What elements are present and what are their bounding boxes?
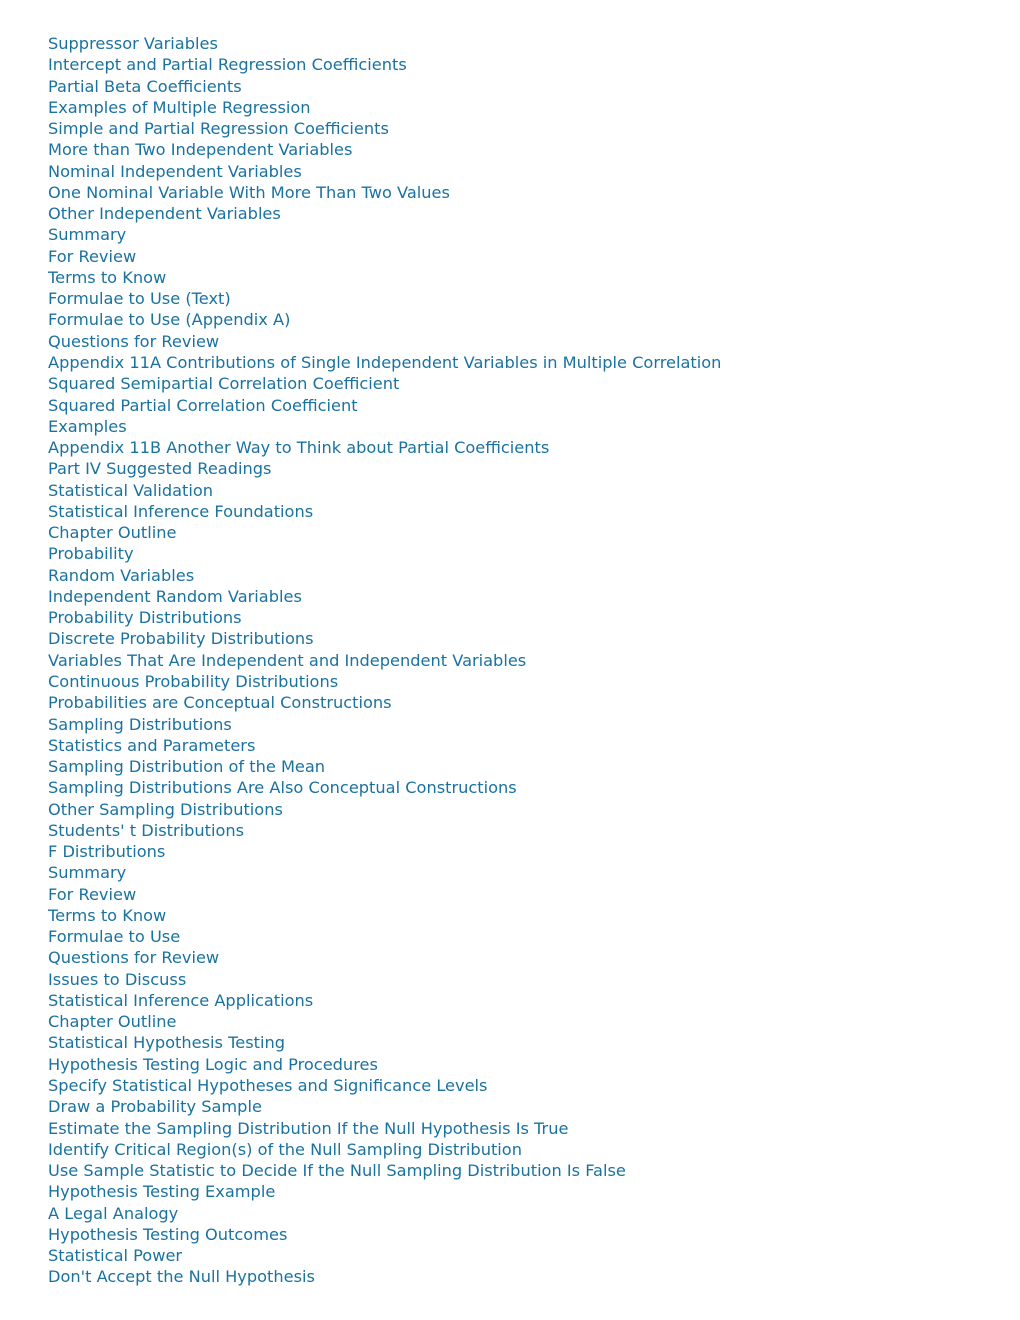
toc-link[interactable]: For Review: [48, 884, 137, 904]
toc-link[interactable]: Probability: [48, 544, 134, 564]
toc-entry: [48, 437, 721, 458]
toc-link[interactable]: Sampling Distribution of the Mean: [48, 757, 326, 777]
toc-link[interactable]: Hypothesis Testing Example: [48, 1182, 276, 1202]
toc-link[interactable]: A Legal Analogy: [48, 1203, 179, 1223]
toc-entry: [48, 161, 721, 182]
toc-link[interactable]: Questions for Review: [48, 331, 220, 351]
toc-entry: [48, 97, 721, 118]
toc-link[interactable]: Squared Partial Correlation Coefficient: [48, 395, 358, 415]
toc-link[interactable]: Sampling Distributions: [48, 714, 232, 734]
toc-link[interactable]: Statistical Hypothesis Testing: [48, 1033, 286, 1053]
toc-entry: [48, 1075, 721, 1096]
toc-link[interactable]: Other Sampling Distributions: [48, 799, 283, 819]
toc-link[interactable]: Use Sample Statistic to Decide If the Null Sampling Distribution Is False: [48, 1161, 626, 1181]
toc-entry: [48, 480, 721, 501]
toc-link[interactable]: Examples of Multiple Regression: [48, 97, 311, 117]
toc-link[interactable]: For Review: [48, 246, 137, 266]
toc-entry: [48, 692, 721, 713]
toc-link[interactable]: Identify Critical Region(s) of the Null Sampling Distribution: [48, 1139, 522, 1159]
toc-entry: [48, 1203, 721, 1224]
toc-link[interactable]: Appendix 11A Contributions of Single Independent Variables in Multiple Correlation: [48, 352, 722, 372]
toc-entry: [48, 224, 721, 245]
toc-entry: [48, 650, 721, 671]
toc-link[interactable]: Don't Accept the Null Hypothesis: [48, 1267, 315, 1287]
toc-entry: [48, 203, 721, 224]
toc-link[interactable]: Issues to Discuss: [48, 969, 187, 989]
toc-entry: [48, 1118, 721, 1139]
toc-link[interactable]: Students' t Distributions: [48, 820, 245, 840]
toc-entry: [48, 714, 721, 735]
toc-link[interactable]: Continuous Probability Distributions: [48, 671, 339, 691]
toc-entry: [48, 820, 721, 841]
toc-link[interactable]: Probability Distributions: [48, 608, 242, 628]
toc-entry: [48, 756, 721, 777]
toc-link[interactable]: Statistics and Parameters: [48, 735, 256, 755]
toc-entry: [48, 352, 721, 373]
toc-entry: [48, 671, 721, 692]
toc-link[interactable]: Partial Beta Coefficients: [48, 76, 242, 96]
toc-entry: [48, 288, 721, 309]
toc-entry: [48, 1096, 721, 1117]
toc-entry: [48, 565, 721, 586]
toc-entry: [48, 522, 721, 543]
toc-link[interactable]: Appendix 11B Another Way to Think about Partial Coefficients: [48, 438, 550, 458]
toc-entry: [48, 735, 721, 756]
toc-link[interactable]: Statistical Validation: [48, 480, 214, 500]
toc-entry: [48, 139, 721, 160]
toc-entry: [48, 926, 721, 947]
toc-link[interactable]: F Distributions: [48, 842, 166, 862]
toc-entry: [48, 1245, 721, 1266]
toc-entry: [48, 395, 721, 416]
toc-link[interactable]: Statistical Inference Foundations: [48, 501, 314, 521]
toc-link[interactable]: Random Variables: [48, 565, 195, 585]
toc-entry: [48, 1160, 721, 1181]
toc-entry: [48, 1011, 721, 1032]
toc-entry: [48, 246, 721, 267]
toc-entry: [48, 947, 721, 968]
toc-link[interactable]: Part IV Suggested Readings: [48, 459, 272, 479]
toc-entry: [48, 799, 721, 820]
toc-entry: [48, 33, 721, 54]
toc-entry: [48, 416, 721, 437]
toc-entry: [48, 373, 721, 394]
toc-entry: [48, 267, 721, 288]
toc-entry: [48, 309, 721, 330]
toc-link[interactable]: Terms to Know: [48, 267, 167, 287]
toc-entry: [48, 905, 721, 926]
toc-link[interactable]: Discrete Probability Distributions: [48, 629, 314, 649]
toc-link[interactable]: Probabilities are Conceptual Constructions: [48, 693, 392, 713]
toc-entry: [48, 1139, 721, 1160]
toc-link[interactable]: Chapter Outline: [48, 1012, 177, 1032]
toc-link[interactable]: Examples: [48, 416, 127, 436]
toc-entry: [48, 628, 721, 649]
toc-link[interactable]: Sampling Distributions Are Also Conceptual Constructions: [48, 778, 517, 798]
toc-entry: [48, 777, 721, 798]
toc-link[interactable]: Hypothesis Testing Outcomes: [48, 1224, 288, 1244]
toc-entry: [48, 76, 721, 97]
toc-link[interactable]: Terms to Know: [48, 905, 167, 925]
toc-link[interactable]: Suppressor Variables: [48, 34, 218, 53]
toc-link[interactable]: Simple and Partial Regression Coefficients: [48, 119, 389, 139]
toc-link[interactable]: Chapter Outline: [48, 523, 177, 543]
toc-entry: [48, 331, 721, 352]
toc-entry: [48, 862, 721, 883]
toc-link[interactable]: More than Two Independent Variables: [48, 140, 353, 160]
toc-link[interactable]: Statistical Inference Applications: [48, 990, 314, 1010]
toc-link[interactable]: Hypothesis Testing Logic and Procedures: [48, 1054, 378, 1074]
toc-entry: [48, 458, 721, 479]
toc-entry: [48, 1224, 721, 1245]
toc-entry: [48, 607, 721, 628]
toc-link[interactable]: Intercept and Partial Regression Coefficients: [48, 55, 407, 75]
toc-entry: [48, 841, 721, 862]
toc-link[interactable]: Other Independent Variables: [48, 204, 281, 224]
toc-link[interactable]: Estimate the Sampling Distribution If the Null Hypothesis Is True: [48, 1118, 569, 1138]
table-of-contents: [48, 33, 721, 1288]
toc-link[interactable]: Nominal Independent Variables: [48, 161, 302, 181]
toc-entry: [48, 118, 721, 139]
toc-link[interactable]: Draw a Probability Sample: [48, 1097, 262, 1117]
toc-link[interactable]: Summary: [48, 863, 127, 883]
toc-link[interactable]: Specify Statistical Hypotheses and Significance Levels: [48, 1076, 488, 1096]
toc-entry: [48, 1266, 721, 1287]
toc-entry: [48, 884, 721, 905]
toc-link[interactable]: Formulae to Use (Text): [48, 289, 231, 309]
toc-entry: [48, 969, 721, 990]
toc-link[interactable]: Questions for Review: [48, 948, 220, 968]
toc-entry: [48, 54, 721, 75]
toc-entry: [48, 990, 721, 1011]
toc-entry: [48, 1054, 721, 1075]
toc-link[interactable]: Formulae to Use (Appendix A): [48, 310, 291, 330]
toc-entry: [48, 182, 721, 203]
toc-link[interactable]: Independent Random Variables: [48, 586, 302, 606]
toc-entry: [48, 501, 721, 522]
toc-link[interactable]: Formulae to Use: [48, 927, 181, 947]
toc-link[interactable]: Summary: [48, 225, 127, 245]
toc-entry: [48, 1181, 721, 1202]
toc-link[interactable]: Variables That Are Independent and Independent Variables: [48, 650, 527, 670]
toc-entry: [48, 586, 721, 607]
toc-link[interactable]: One Nominal Variable With More Than Two Values: [48, 182, 450, 202]
toc-link[interactable]: Squared Semipartial Correlation Coefficient: [48, 374, 400, 394]
toc-entry: [48, 1032, 721, 1053]
toc-link[interactable]: Statistical Power: [48, 1246, 183, 1266]
toc-entry: [48, 543, 721, 564]
